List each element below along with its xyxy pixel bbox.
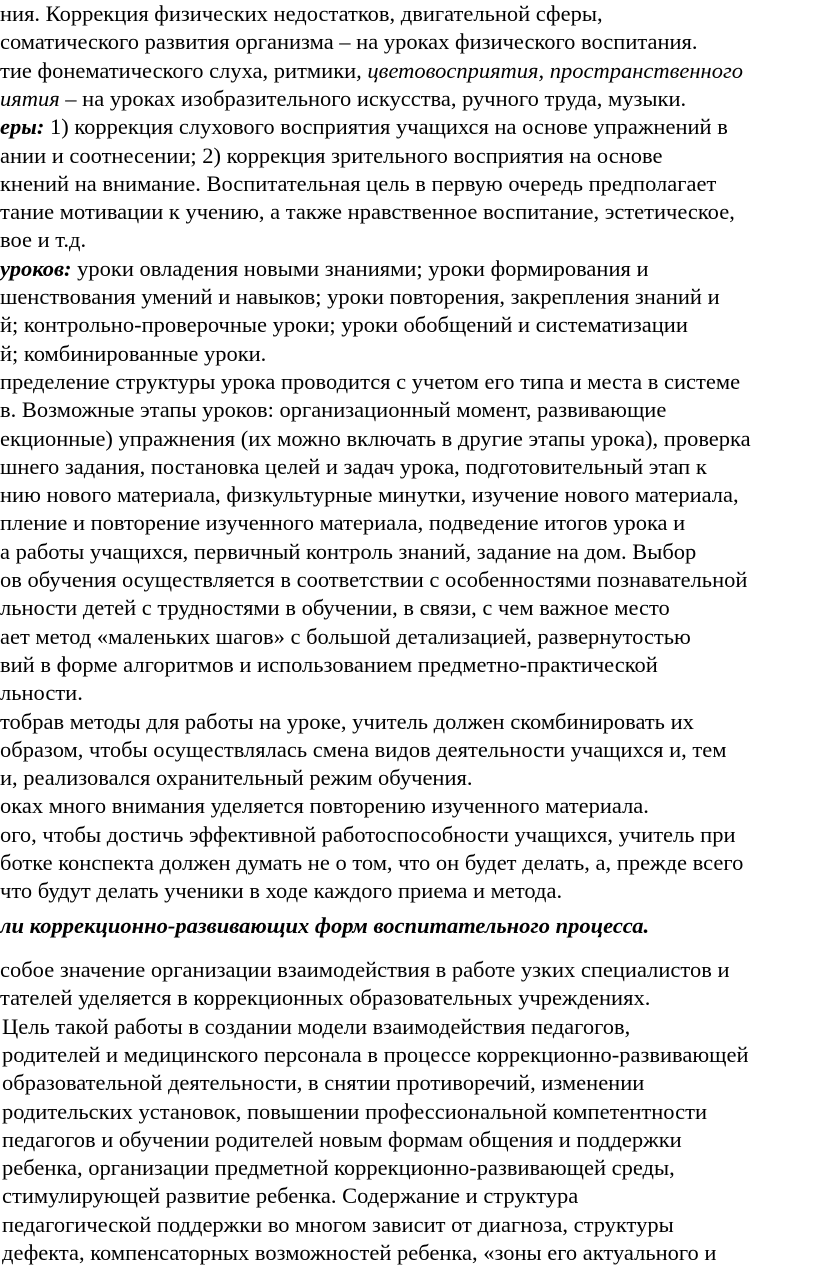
text-run: собое значение организации взаимодействия в работе узких специалистов и	[0, 957, 730, 982]
text-run: тие фонематического слуха, ритмики	[0, 57, 357, 83]
text-line	[0, 792, 649, 820]
text-line	[2, 1182, 578, 1210]
text-line	[2, 1239, 716, 1266]
text-line	[0, 566, 747, 594]
text-line	[0, 821, 735, 849]
text-run: а работы учащихся, первичный контроль знаний, задание на дом. Выбор	[0, 538, 697, 564]
text-line	[0, 764, 473, 792]
text-run: ботке конспекта должен думать не о том, что он будет делать, а, прежде всего	[0, 850, 744, 875]
text-run: ого, чтобы достичь эффективной работоспособности учащихся, учитель при	[0, 821, 736, 847]
text-run: родительских установок, повышении профессиональной компетентности	[2, 1098, 707, 1124]
section-heading: ли коррекционно-развивающих форм воспитательного процесса.	[0, 913, 650, 938]
text-line	[0, 57, 743, 85]
text-line	[0, 623, 691, 651]
text-run: тание мотивации к учению, а также нравственное воспитание, эстетическое,	[0, 199, 735, 225]
text-run: педагогов и обучении родителей новым формам общения и поддержки	[2, 1126, 682, 1152]
text-line	[2, 1211, 674, 1239]
text-line	[0, 708, 694, 736]
text-run: оках много внимания уделяется повторению изученного материала.	[0, 793, 649, 819]
text-run: й; комбинированные уроки.	[0, 340, 267, 366]
text-run: пление и повторение изученного материала, подведение итогов урока и	[0, 510, 686, 536]
text-run: уроков:	[0, 255, 72, 281]
text-run: и, реализовался охранительный режим обучения.	[0, 765, 473, 791]
text-line	[0, 368, 740, 396]
text-line	[0, 396, 666, 424]
text-run: родителей и медицинского персонала в процессе коррекционно-развивающей	[2, 1041, 749, 1067]
text-line	[0, 142, 662, 170]
text-line	[0, 651, 658, 679]
text-line	[0, 538, 696, 566]
text-line	[0, 877, 562, 905]
text-run: пределение структуры урока проводится с учетом его типа и места в системе	[0, 368, 741, 394]
text-line	[0, 340, 266, 368]
text-line	[0, 481, 739, 509]
text-run: вий в форме алгоритмов и использованием предметно-практической	[0, 651, 658, 677]
text-line	[2, 1098, 707, 1126]
text-line	[0, 453, 707, 481]
text-run: й; контрольно-проверочные уроки; уроки обобщений и систематизации	[0, 312, 688, 338]
text-run: иятия	[0, 85, 60, 111]
text-run: в. Возможные этапы уроков: организационный момент, развивающие	[0, 397, 667, 423]
text-run: екционные) упражнения (их можно включать в другие этапы урока), проверка	[0, 425, 751, 451]
text-line	[0, 849, 743, 877]
text-line	[2, 1041, 749, 1069]
text-line	[0, 85, 686, 113]
text-run: дефекта, компенсаторных возможностей ребенка, «зоны его актуального и	[2, 1240, 717, 1265]
text-run: шнего задания, постановка целей и задач урока, подготовительный этап к	[0, 453, 707, 479]
text-line	[0, 594, 670, 622]
text-run: ает метод «маленьких шагов» с большой детализацией, развернутостью	[0, 623, 691, 649]
text-line	[0, 984, 650, 1012]
text-run: – на уроках изобразительного искусства, ручного труда, музыки.	[59, 85, 687, 111]
text-line	[0, 736, 726, 764]
text-line	[0, 255, 649, 283]
text-line	[2, 1126, 682, 1154]
text-run: кнений на внимание. Воспитательная цель в первую очередь предполагает	[0, 170, 717, 196]
text-line	[0, 956, 730, 984]
text-line	[0, 509, 685, 537]
text-run: шенствования умений и навыков; уроки повторения, закрепления знаний и	[0, 284, 720, 309]
text-line	[0, 679, 83, 707]
text-run: образовательной деятельности, в снятии противоречий, изменении	[2, 1070, 645, 1096]
text-run: нию нового материала, физкультурные минутки, изучение нового материала,	[0, 482, 739, 508]
text-run: еры:	[0, 114, 45, 140]
text-run: ния. Коррекция физических недостатков, двигательной сферы,	[0, 1, 603, 26]
text-run: вое и т.д.	[0, 227, 87, 253]
text-run: что будут делать ученики в ходе каждого приема и метода.	[0, 878, 563, 904]
text-run: соматического развития организма – на уроках физического воспитания.	[0, 29, 698, 55]
text-line	[0, 283, 720, 311]
text-line	[0, 113, 728, 141]
text-run: образом, чтобы осуществлялась смена видов деятельности учащихся и, тем	[0, 736, 727, 762]
text-line	[0, 28, 698, 56]
text-run: льности детей с трудностями в обучении, в связи, с чем важное место	[0, 595, 670, 621]
text-run: Цель такой работы в создании модели взаимодействия педагогов,	[2, 1013, 631, 1039]
text-run: стимулирующей развитие ребенка. Содержание и структура	[2, 1183, 579, 1209]
text-line	[0, 198, 735, 226]
text-line	[0, 0, 603, 28]
text-line	[2, 1154, 675, 1182]
text-run: тобрав методы для работы на уроке, учитель должен скомбинировать их	[0, 708, 694, 734]
text-line	[0, 226, 86, 254]
text-run: ребенка, организации предметной коррекционно-развивающей среды,	[2, 1155, 675, 1181]
text-run: уроки овладения новыми знаниями; уроки формирования и	[71, 255, 649, 281]
text-run: ании и соотнесении; 2) коррекция зрительного восприятия на основе	[0, 142, 663, 168]
text-line	[2, 1013, 630, 1041]
text-run: льности.	[0, 680, 83, 706]
text-run: педагогической поддержки во многом зависит от диагноза, структуры	[2, 1211, 674, 1237]
text-run: тателей уделяется в коррекционных образовательных учреждениях.	[0, 985, 651, 1011]
text-run: 1) коррекция слухового восприятия учащихся на основе упражнений в	[44, 114, 728, 140]
text-run: ов обучения осуществляется в соответствии с особенностями познавательной	[0, 567, 748, 592]
text-line	[0, 311, 688, 339]
text-line	[2, 1069, 644, 1097]
text-run: , цветовосприятия, пространственного	[356, 57, 743, 83]
text-line	[0, 425, 751, 453]
text-line	[0, 170, 716, 198]
